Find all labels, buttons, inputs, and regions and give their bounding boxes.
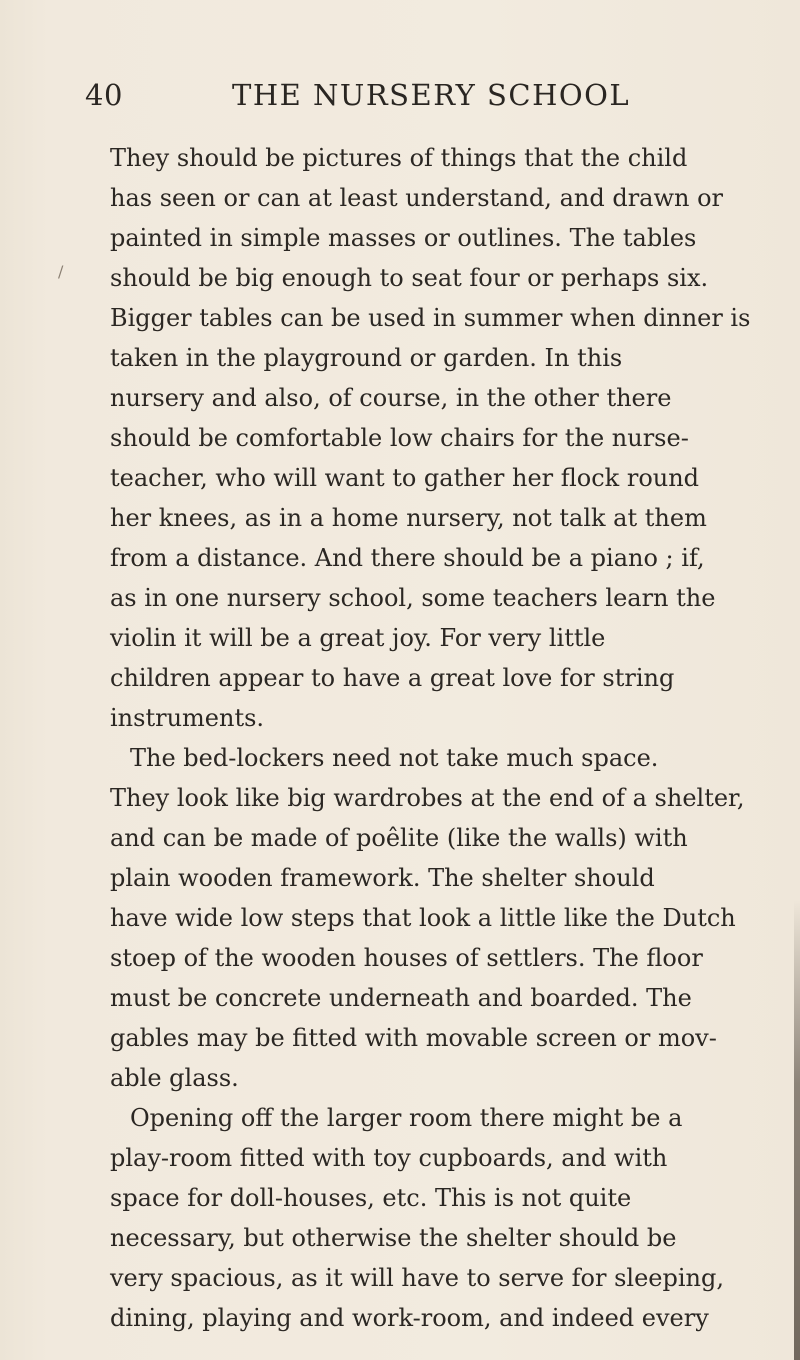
text-line: gables may be fitted with movable screen or mov- [110,1024,717,1052]
text-line: should be comfortable low chairs for the nurse- [110,424,689,452]
text-line: must be concrete underneath and boarded. The [110,984,692,1012]
text-line: Opening off the larger room there might be a [130,1104,683,1132]
text-line: has seen or can at least understand, and drawn or [110,184,724,212]
text-line: painted in simple masses or outlines. The tables [110,224,697,252]
text-line: Bigger tables can be used in summer when dinner is [110,304,751,332]
text-line: have wide low steps that look a little like the Dutch [110,904,736,932]
text-line: teacher, who will want to gather her flock round [110,464,700,492]
text-line: from a distance. And there should be a piano ; if, [110,544,705,572]
text-line: violin it will be a great joy. For very little [110,624,606,652]
text-line: plain wooden framework. The shelter should [110,864,655,892]
text-line: very spacious, as it will have to serve for sleeping, [110,1264,724,1292]
text-line: her knees, as in a home nursery, not talk at them [110,504,707,532]
running-title: THE NURSERY SCHOOL [232,78,631,112]
margin-pencil-mark: / [58,262,64,281]
text-line: play-room fitted with toy cupboards, and with [110,1144,668,1172]
page-number: 40 [85,78,123,112]
text-line: stoep of the wooden houses of settlers. The floor [110,944,703,972]
text-line: taken in the playground or garden. In this [110,344,623,372]
text-line: as in one nursery school, some teachers learn the [110,584,716,612]
text-line: should be big enough to seat four or perhaps six. [110,264,709,292]
page-edge-shadow [794,900,800,1360]
text-line: nursery and also, of course, in the other there [110,384,672,412]
text-line: able glass. [110,1064,239,1092]
text-line: The bed-lockers need not take much space. [130,744,659,772]
text-line: They look like big wardrobes at the end of a shelter, [110,784,745,812]
text-line: and can be made of poêlite (like the walls) with [110,824,688,852]
text-line: dining, playing and work-room, and indeed every [110,1304,709,1332]
page-header [0,78,800,128]
text-line: They should be pictures of things that the child [110,144,688,172]
text-line: children appear to have a great love for string [110,664,675,692]
text-line: space for doll-houses, etc. This is not quite [110,1184,632,1212]
text-line: necessary, but otherwise the shelter should be [110,1224,677,1252]
text-line: instruments. [110,704,265,732]
